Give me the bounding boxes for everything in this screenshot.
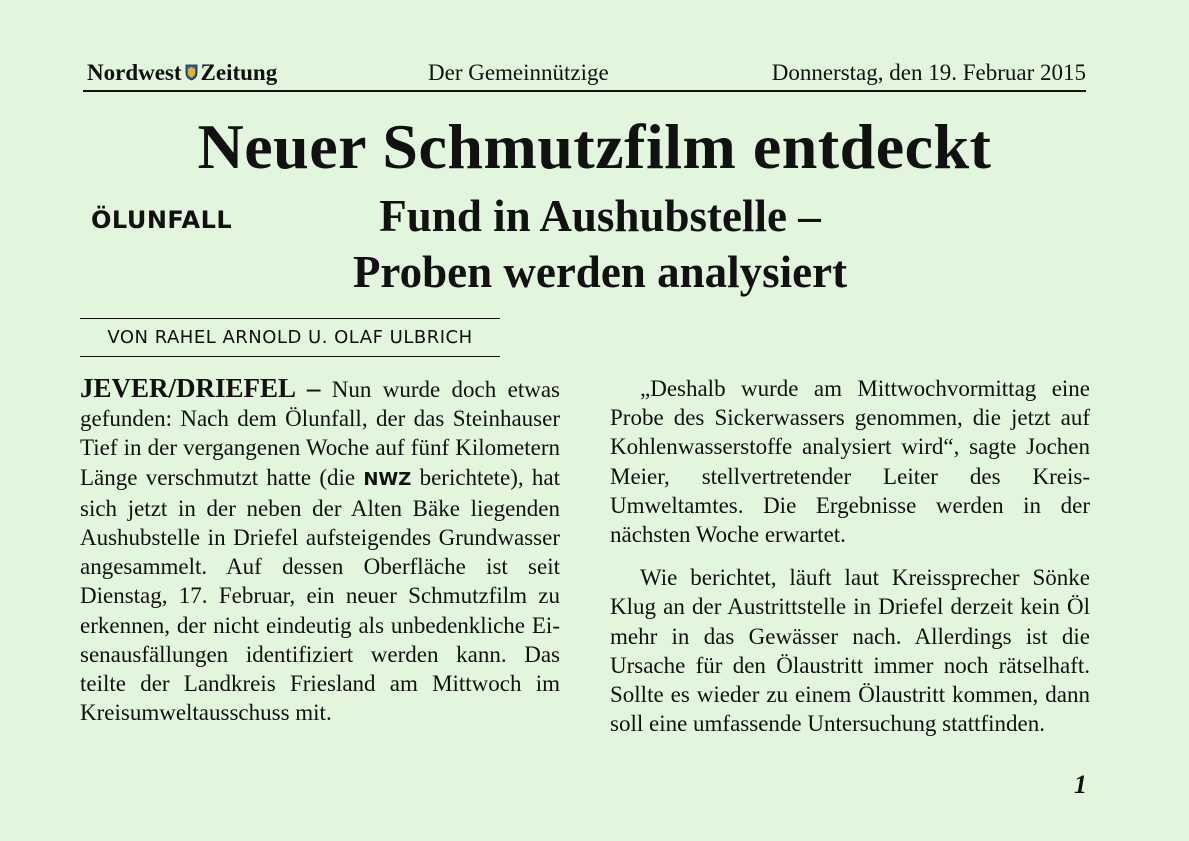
nwz-brand: NWZ bbox=[363, 468, 412, 490]
article-column-left bbox=[80, 374, 560, 727]
paragraph-3: Wie berichtet, läuft laut Kreissprecher Sönke Klug an der Austrittstelle in Driefel derzeit kein Öl mehr in das Gewässer nach. Allerdings ist die Ursache für den Ölaustritt immer noch rätselhaft. Sollte es wieder zu einem Ölaustritt kommen, dann soll eine umfassende Untersuchung stattfinden. bbox=[610, 565, 1090, 737]
headline: Neuer Schmutzfilm entdeckt bbox=[197, 111, 992, 182]
masthead-left: Nordwest bbox=[87, 60, 182, 85]
subhead-line-2: Proben werden analysiert bbox=[352, 247, 848, 297]
page-number: 1 bbox=[1074, 770, 1087, 799]
byline: VON RAHEL ARNOLD U. OLAF ULBRICH bbox=[80, 318, 500, 357]
subhead-line-1: Fund in Aushubstelle – bbox=[379, 191, 821, 241]
paragraph-1 bbox=[80, 374, 560, 727]
masthead-bar bbox=[83, 58, 1086, 92]
issue-date: Donnerstag, den 19. Februar 2015 bbox=[771, 60, 1086, 85]
paragraph-1-text-a: Nun wurde doch etwas gefunden: Nach dem Ölunfall, der das Steinhauser Tief in der vergangenen Woche auf fünf Kilometern Länge verschmutzt hatte (die bbox=[80, 377, 560, 490]
paragraph-1-text-b: berichtete), hat sich jetzt in der neben der Alten Bäke liegenden Aushubstelle in Driefel aufsteigendes Grundwasser angesammelt. Auf dessen Oberfläche ist seit Dienstag, 17. Februar, ein neuer Schmutzfilm zu erkennen, der nicht eindeutig als unbedenkliche Eisenausfällungen identifiziert werden kann. Das teilte der Landkreis Friesland am Mittwoch im Kreisumweltausschuss mit. bbox=[80, 464, 561, 726]
paragraph-2: „Deshalb wurde am Mittwochvormittag eine Probe des Sickerwassers genommen, die jetzt auf Kohlenwasserstoffe analysiert wird“, sagte Jochen Meier, stellvertretender Leiter des Kreis-Umweltamtes. Die Ergebnisse werden in der nächsten Woche erwartet. bbox=[610, 376, 1090, 548]
article-column-right bbox=[610, 374, 1090, 738]
section-title: Der Gemeinnützige bbox=[428, 60, 609, 85]
masthead-right: Zeitung bbox=[200, 60, 278, 85]
masthead-logo bbox=[87, 60, 277, 86]
subheadline bbox=[200, 188, 1000, 300]
coat-of-arms-icon bbox=[185, 64, 198, 81]
kicker: ÖLUNFALL bbox=[91, 206, 233, 234]
dateline: JEVER/DRIEFEL – bbox=[80, 373, 321, 403]
